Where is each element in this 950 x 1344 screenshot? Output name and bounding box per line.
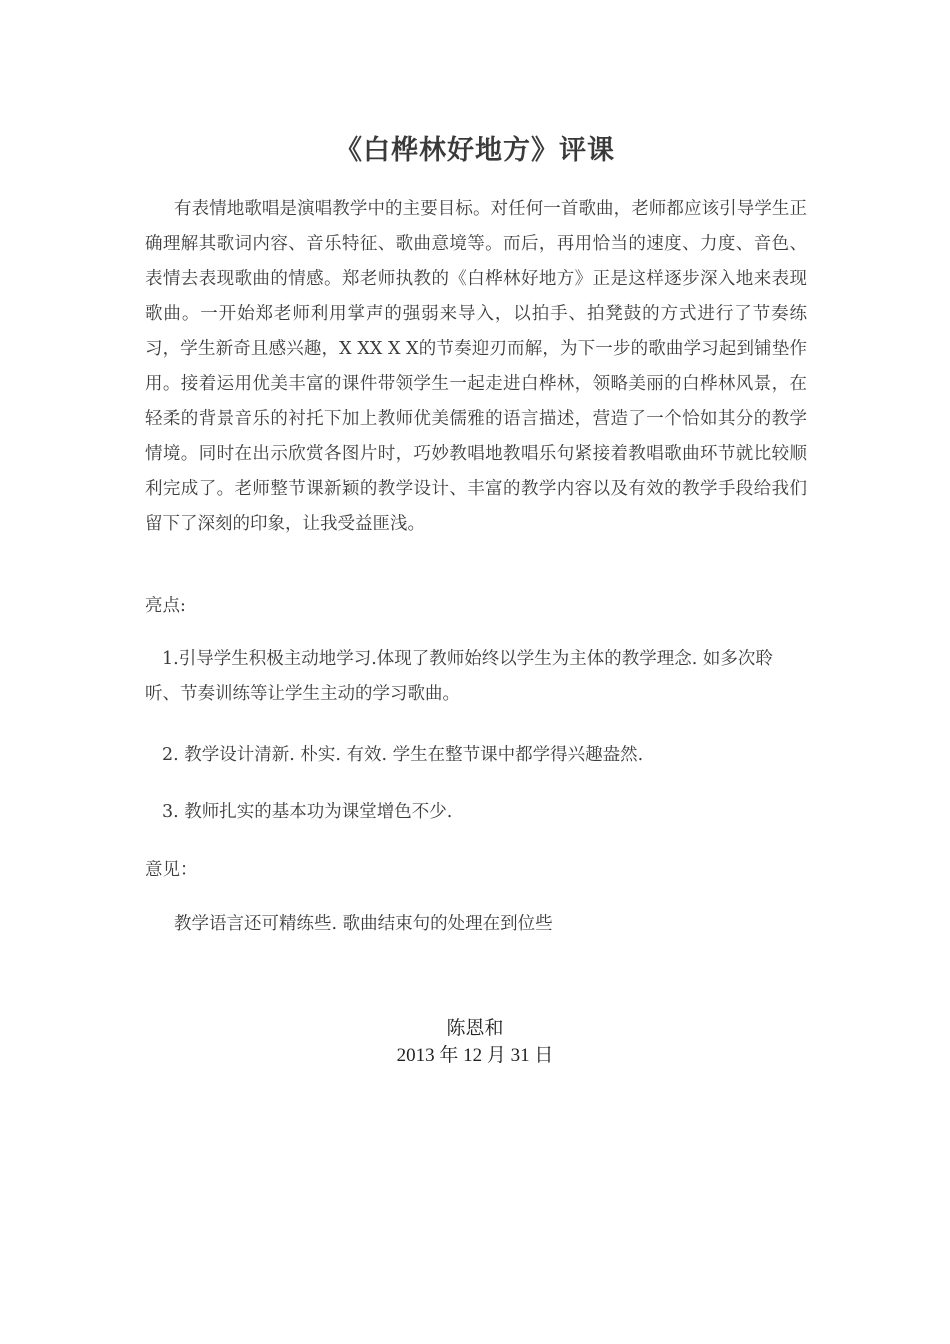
signature-date: 2013 年 12 月 31 日 (396, 1045, 554, 1066)
highlight-item-3: 3. 教师扎实的基本功为课堂增色不少. (162, 802, 453, 822)
document-title: 《白桦林好地方》评课 (335, 135, 615, 166)
opinion-paragraph: 教学语言还可精练些. 歌曲结束句的处理在到位些 (174, 914, 553, 934)
signature-name: 陈恩和 (446, 1018, 504, 1039)
highlight-item-2: 2. 教学设计清新. 朴实. 有效. 学生在整节课中都学得兴趣盎然. (162, 745, 644, 765)
highlights-label: 亮点: (145, 596, 186, 616)
signature-block (330, 1015, 620, 1069)
intro-paragraph: 有表情地歌唱是演唱教学中的主要目标。对任何一首歌曲，老师都应该引导学生正确理解其歌词内容、音乐特征、歌曲意境等。而后，再用恰当的速度、力度、音色、表情去表现歌曲的情感。郑老师执教的《白桦林好地方》正是这样逐步深入地来表现歌曲。一开始郑老师利用掌声的强弱来导入，以拍手、拍凳鼓的方式进行了节奏练习，学生新奇且感兴趣，X XX X X的节奏迎刃而解，为下一步的歌曲学习起到铺垫作用。接着运用优美丰富的课件带领学生一起走进白桦林，领略美丽的白桦林风景，在轻柔的背景音乐的衬托下加上教师优美儒雅的语言描述，营造了一个恰如其分的教学情境。同时在出示欣赏各图片时，巧妙教唱地教唱乐句紧接着教唱歌曲环节就比较顺利完成了。老师整节课新颖的教学设计、丰富的教学内容以及有效的教学手段给我们留下了深刻的印象，让我受益匪浅。 (145, 199, 807, 534)
highlight-item-1: 1.引导学生积极主动地学习.体现了教师始终以学生为主体的教学理念. 如多次聆听、节奏训练等让学生主动的学习歌曲。 (145, 649, 773, 704)
opinion-label: 意见： (145, 860, 198, 880)
